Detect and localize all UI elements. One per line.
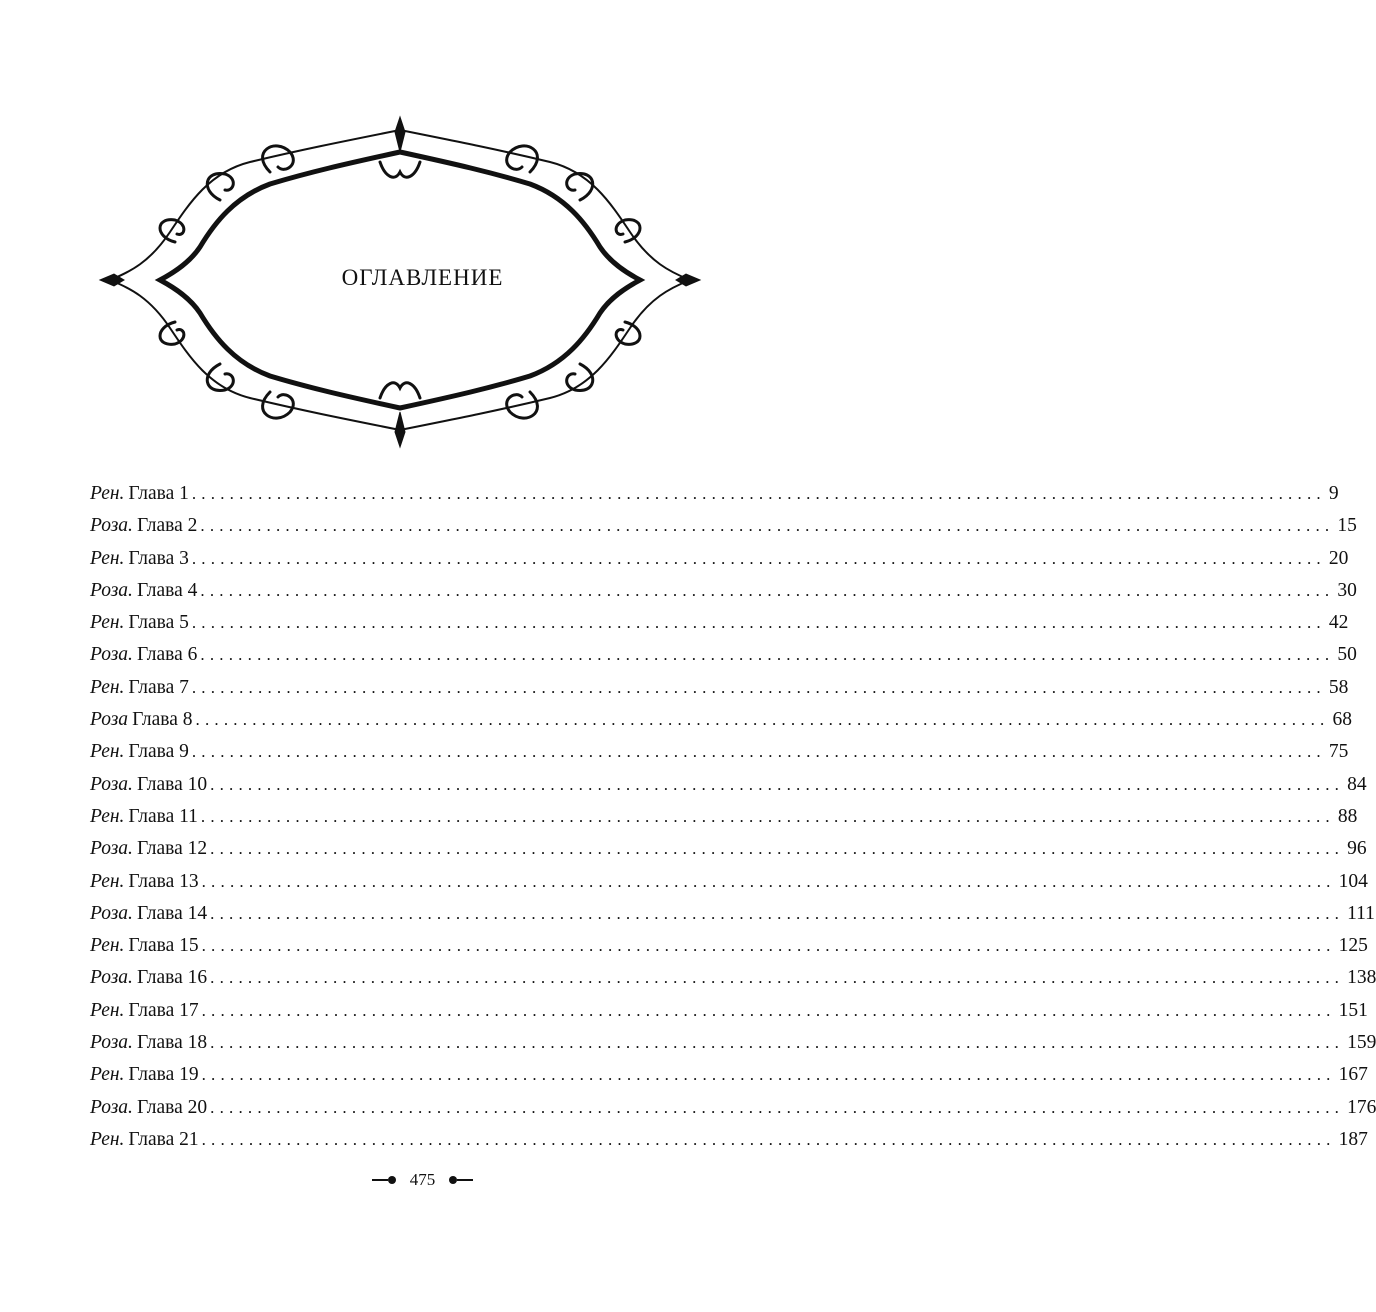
toc-chapter: Глава 21 — [128, 1128, 199, 1150]
toc-narrator: Рен. — [90, 1064, 125, 1086]
toc-narrator: Рен. — [90, 741, 125, 763]
toc-chapter: Глава 19 — [128, 1064, 199, 1086]
toc-page-number: 187 — [1338, 1128, 1368, 1150]
toc-chapter: Глава 11 — [128, 805, 198, 827]
toc-page-number: 167 — [1338, 1064, 1368, 1086]
toc-narrator: Рен. — [90, 676, 125, 698]
toc-entry[interactable] — [90, 898, 1375, 930]
toc-heading: ОГЛАВЛЕНИЕ — [341, 265, 504, 290]
toc-page-number: 9 — [1328, 483, 1339, 504]
toc-entry[interactable] — [90, 769, 1367, 801]
toc-page-number: 15 — [1337, 515, 1357, 537]
toc-narrator: Рен. — [90, 999, 125, 1021]
toc-page-number: 88 — [1337, 805, 1358, 827]
dot-leader: ........................................................................................................................ — [210, 968, 1345, 988]
toc-chapter: Глава 1 — [128, 483, 189, 504]
toc-entry[interactable] — [90, 672, 1349, 704]
toc-chapter: Глава 14 — [136, 902, 208, 924]
toc-entry[interactable] — [90, 801, 1358, 833]
toc-chapter: Глава 8 — [132, 709, 193, 731]
toc-narrator: Роза — [90, 709, 129, 731]
toc-page-number: 104 — [1338, 870, 1368, 892]
toc-chapter: Глава 20 — [136, 1096, 208, 1118]
toc-entry[interactable] — [90, 1124, 1368, 1156]
toc-page-number: 176 — [1347, 1096, 1376, 1118]
dot-leader: ........................................................................................................................ — [210, 774, 1345, 794]
toc-chapter: Глава 6 — [136, 644, 198, 666]
toc-chapter: Глава 16 — [136, 967, 208, 989]
toc-entry[interactable] — [90, 1092, 1376, 1124]
toc-chapter: Глава 3 — [128, 547, 189, 569]
dot-leader: ........................................................................................................................ — [195, 710, 1330, 730]
toc-narrator: Рен. — [90, 870, 125, 892]
toc-chapter: Глава 12 — [136, 838, 208, 860]
toc-chapter: Глава 15 — [128, 935, 199, 957]
toc-chapter: Глава 4 — [136, 579, 198, 601]
table-of-contents — [90, 478, 1376, 1156]
toc-page-number: 42 — [1328, 612, 1349, 634]
toc-entry[interactable] — [90, 543, 1349, 575]
toc-narrator: Роза. — [90, 1032, 133, 1054]
toc-entry[interactable] — [90, 704, 1352, 736]
toc-narrator: Рен. — [90, 1128, 125, 1150]
toc-narrator: Роза. — [90, 967, 133, 989]
toc-chapter: Глава 2 — [136, 515, 198, 537]
toc-page-number: 75 — [1328, 741, 1349, 763]
dot-leader: ........................................................................................................................ — [191, 613, 1326, 633]
dot-leader: ........................................................................................................................ — [200, 516, 1335, 536]
toc-entry[interactable] — [90, 639, 1357, 671]
dot-leader: ........................................................................................................................ — [200, 806, 1335, 826]
dot-leader: ........................................................................................................................ — [200, 645, 1335, 665]
toc-page-number: 111 — [1347, 902, 1375, 924]
toc-page-number: 125 — [1338, 935, 1368, 957]
toc-page-number: 84 — [1347, 773, 1367, 795]
toc-chapter: Глава 10 — [136, 773, 208, 795]
dot-leader: ........................................................................................................................ — [210, 839, 1345, 859]
toc-entry[interactable] — [90, 930, 1368, 962]
page-footer — [0, 1170, 845, 1190]
left-ornament-icon — [370, 1174, 400, 1186]
toc-page-number: 151 — [1338, 999, 1368, 1021]
toc-entry[interactable] — [90, 736, 1349, 768]
toc-entry[interactable] — [90, 1059, 1368, 1091]
dot-leader: ........................................................................................................................ — [201, 1065, 1336, 1085]
dot-leader: ........................................................................................................................ — [191, 677, 1326, 697]
toc-narrator: Роза. — [90, 644, 133, 666]
toc-narrator: Рен. — [90, 805, 125, 827]
toc-entry[interactable] — [90, 1027, 1376, 1059]
toc-entry[interactable] — [90, 478, 1339, 510]
toc-chapter: Глава 7 — [128, 676, 189, 698]
toc-page-number: 159 — [1347, 1032, 1376, 1054]
toc-narrator: Роза. — [90, 515, 133, 537]
dot-leader: ........................................................................................................................ — [201, 1000, 1336, 1020]
toc-narrator: Роза. — [90, 1096, 133, 1118]
dot-leader: ........................................................................................................................ — [210, 1033, 1345, 1053]
toc-page-number: 20 — [1328, 547, 1349, 569]
toc-page-number: 96 — [1347, 838, 1367, 860]
toc-entry[interactable] — [90, 833, 1367, 865]
toc-entry[interactable] — [90, 607, 1349, 639]
toc-chapter: Глава 5 — [128, 612, 189, 634]
toc-entry[interactable] — [90, 962, 1376, 994]
dot-leader: ........................................................................................................................ — [210, 1097, 1345, 1117]
toc-chapter: Глава 13 — [128, 870, 199, 892]
dot-leader: ........................................................................................................................ — [191, 484, 1326, 503]
toc-page-number: 58 — [1328, 676, 1349, 698]
toc-narrator: Рен. — [90, 935, 125, 957]
toc-chapter: Глава 18 — [136, 1032, 208, 1054]
toc-narrator: Рен. — [90, 547, 125, 569]
page-number: 475 — [409, 1170, 436, 1189]
dot-leader: ........................................................................................................................ — [191, 548, 1326, 568]
toc-narrator: Роза. — [90, 579, 133, 601]
toc-page-number: 138 — [1347, 967, 1376, 989]
toc-narrator: Роза. — [90, 773, 133, 795]
toc-entry[interactable] — [90, 866, 1368, 898]
toc-entry[interactable] — [90, 575, 1357, 607]
toc-narrator: Роза. — [90, 902, 133, 924]
dot-leader: ........................................................................................................................ — [201, 1129, 1336, 1149]
dot-leader: ........................................................................................................................ — [200, 580, 1335, 600]
dot-leader: ........................................................................................................................ — [191, 742, 1326, 762]
toc-chapter: Глава 9 — [128, 741, 189, 763]
dot-leader: ........................................................................................................................ — [201, 871, 1336, 891]
toc-narrator: Рен. — [90, 483, 125, 504]
toc-page-number: 30 — [1337, 579, 1357, 601]
right-ornament-icon — [445, 1174, 475, 1186]
dot-leader: ........................................................................................................................ — [201, 936, 1336, 956]
toc-entry[interactable] — [90, 995, 1368, 1027]
dot-leader: ........................................................................................................................ — [210, 903, 1345, 923]
toc-page-number: 50 — [1337, 644, 1357, 666]
toc-entry[interactable] — [90, 510, 1357, 542]
toc-narrator: Роза. — [90, 838, 133, 860]
toc-chapter: Глава 17 — [128, 999, 199, 1021]
toc-narrator: Рен. — [90, 612, 125, 634]
toc-page-number: 68 — [1332, 709, 1352, 731]
